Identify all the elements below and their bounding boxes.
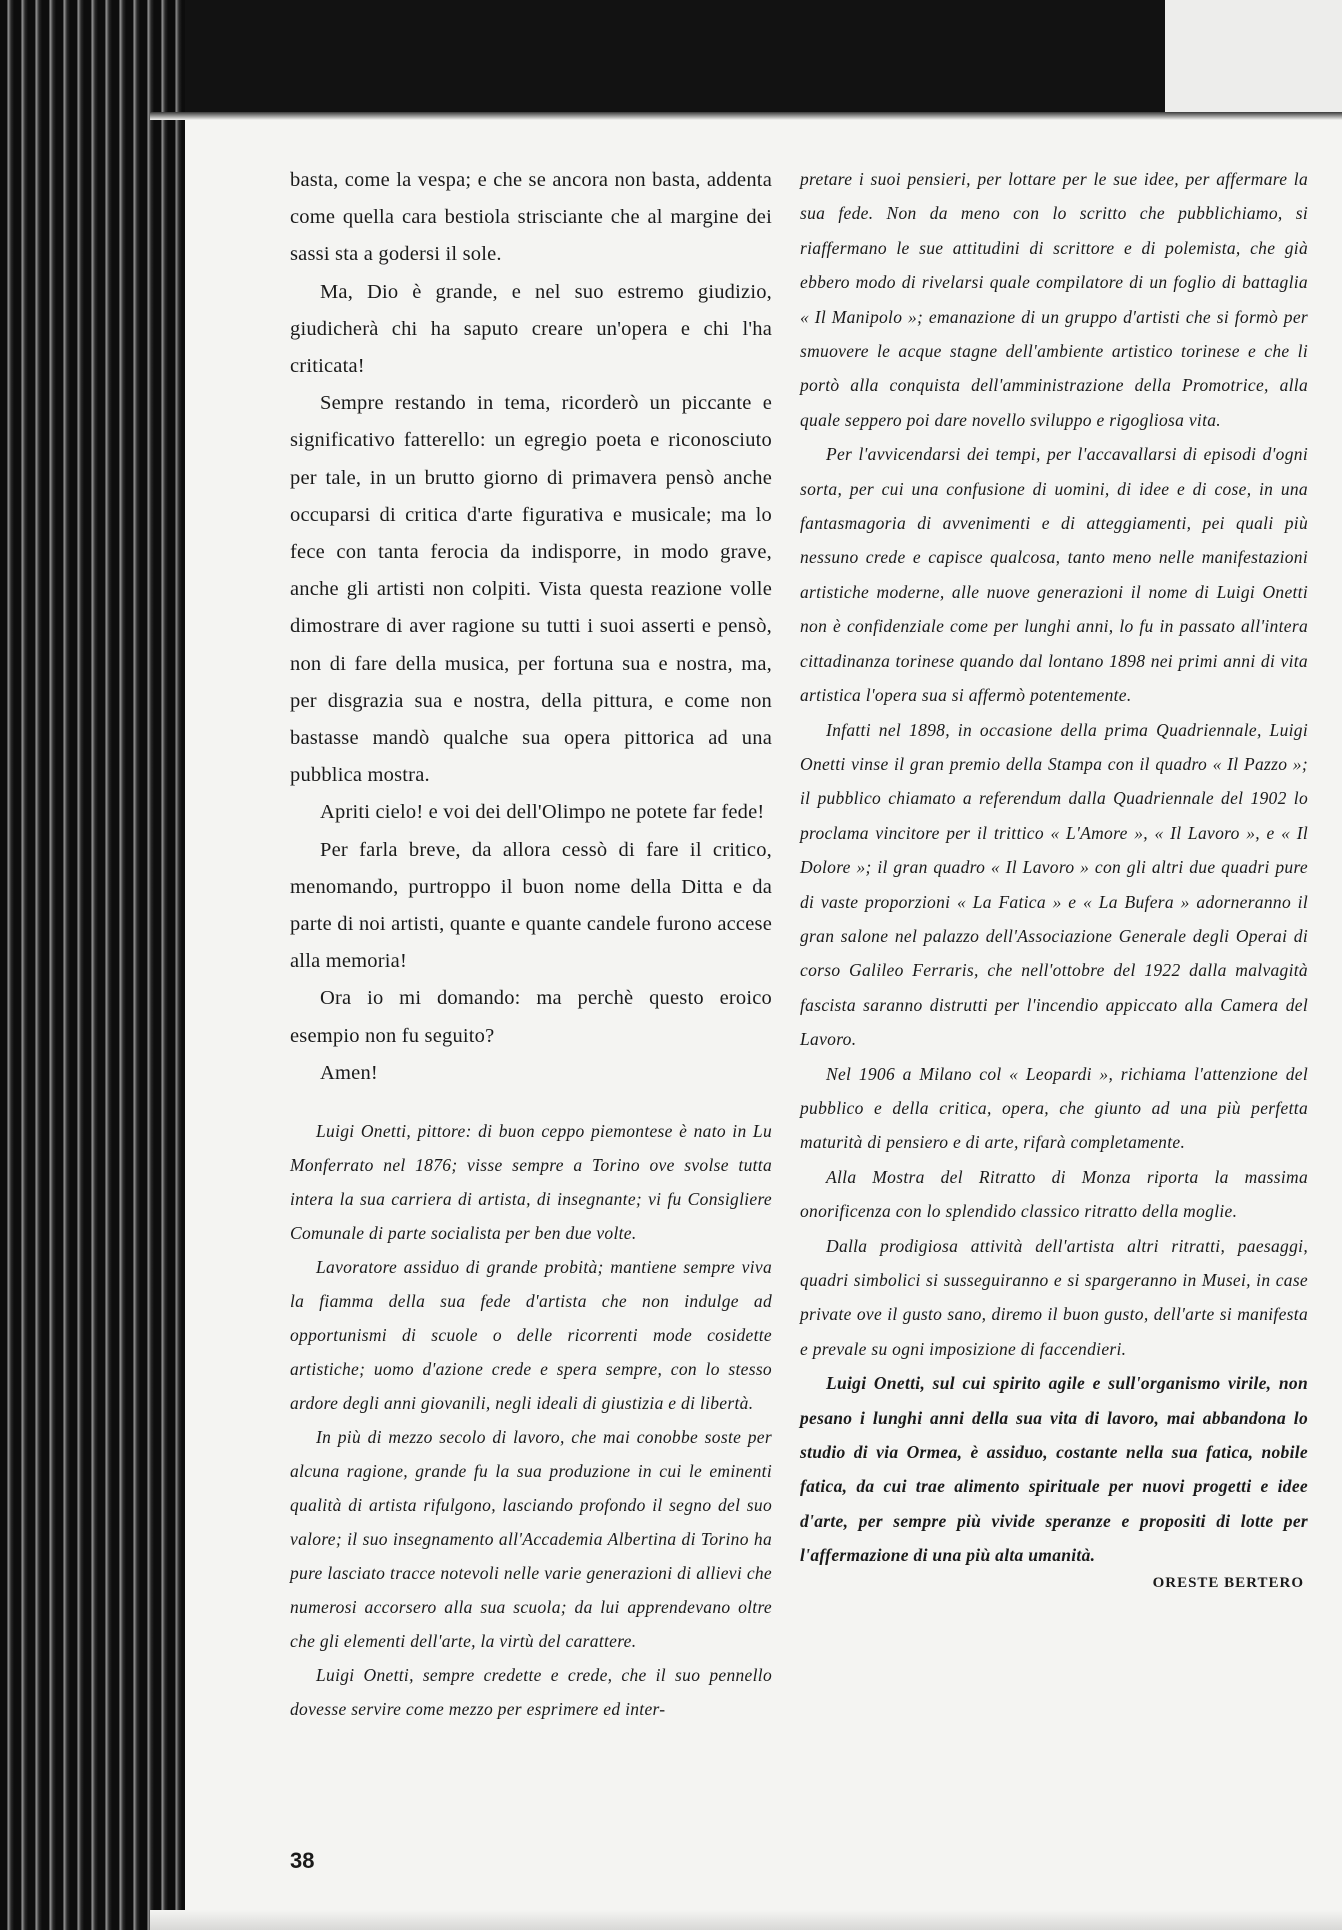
paragraph: Apriti cielo! e voi dei dell'Olimpo ne potete far fede! <box>320 801 765 824</box>
bio-text <box>290 1114 772 1726</box>
bio-paragraph: In più di mezzo secolo di lavoro, che mai conobbe soste per alcuna ragione, grande fu la sua produzione in cui le eminenti qualità di artista rifulgono, lasciando profondo il segno del suo valore; il suo insegnamento all'Accademia Albertina di Torino ha pure lasciato tracce notevoli nelle varie generazioni di allievi che numerosi accorsero alla sua scuola; da lui apprendevano oltre che gli elementi dell'arte, la virtù del carattere. <box>290 1427 772 1652</box>
bio-paragraph: Dalla prodigiosa attività dell'artista altri ritratti, paesaggi, quadri simbolici si susseguiranno e si spargeranno in Musei, in case private ove il gusto sano, diremo il buon gusto, dell'arte si manifesta e prevale su ogni imposizione di faccendieri. <box>800 1235 1308 1359</box>
paragraph: Per farla breve, da allora cessò di fare il critico, menomando, purtroppo il buon nome della Ditta e da parte di noi artisti, quante e quante candele furono accese alla memoria! <box>290 838 772 973</box>
scan-top-right-margin <box>1165 0 1342 122</box>
bio-paragraph: pretare i suoi pensieri, per lottare per le sue idee, per affermare la sua fede. Non da meno con lo scritto che pubblichiamo, si riaffermano le sue attitudini di scrittore e di polemista, che già ebbero modo di rivelarsi quale compilatore di un foglio di battaglia « Il Manipolo »; emanazione di un gruppo d'artisti che si formò per smuovere le acque stagne dell'ambiente artistico torinese e che li portò alla conquista dell'amministrazione della Promotrice, alla quale seppero poi dare novello sviluppo e rigogliosa vita. <box>800 169 1308 430</box>
bio-paragraph: Nel 1906 a Milano col « Leopardi », richiama l'attenzione del pubblico e della critica, opera, che giunto ad una più perfetta maturità di pensiero e di arte, rifarà completamente. <box>800 1063 1308 1153</box>
page-bottom-shadow <box>150 1910 1342 1930</box>
bio-paragraph: Infatti nel 1898, in occasione della prima Quadriennale, Luigi Onetti vinse il gran premio della Stampa con il quadro « Il Pazzo »; il pubblico chiamato a referendum dalla Quadriennale del 1902 lo proclama vincitore per il trittico « L'Amore », « Il Lavoro », e « Il Dolore »; il gran quadro « Il Lavoro » con gli altri due quadri pure di vaste proporzioni « La Fatica » e « La Bufera » adorneranno il gran salone nel palazzo dell'Associazione Generale degli Operai di corso Galileo Ferraris, che nell'ottobre del 1922 dalla malvagità fascista saranno distrutti per l'incendio appiccato alla Camera del Lavoro. <box>800 719 1308 1050</box>
paragraph: Sempre restando in tema, ricorderò un piccante e significativo fatterello: un egregio poeta e riconosciuto per tale, in un brutto giorno di primavera pensò anche occuparsi di critica d'arte figurativa e musicale; ma lo fece con tanta ferocia da indisporre, in modo grave, anche gli artisti non colpiti. Vista questa reazione volle dimostrare di aver ragione su tutti i suoi asserti e pensò, non di fare della musica, per fortuna sua e nostra, ma, per disgrazia sua e nostra, della pittura, e come non bastasse mandò qualche sua opera pittorica ad una pubblica mostra. <box>290 392 772 787</box>
paragraph: Ma, Dio è grande, e nel suo estremo giudizio, giudicherà chi ha saputo creare un'opera e chi l'ha criticata! <box>290 280 772 378</box>
book-page-edges <box>0 0 185 1930</box>
page-top-shadow <box>150 112 1342 120</box>
paragraph: Amen! <box>320 1061 378 1084</box>
bio-paragraph: Luigi Onetti, sempre credette e crede, che il suo pennello dovesse servire come mezzo per esprimere ed inter- <box>290 1665 772 1720</box>
bio-continuation <box>800 162 1308 1573</box>
paragraph: basta, come la vespa; e che se ancora non basta, addenta come quella cara bestiola strisciante che al margine dei sassi sta a godersi il sole. <box>290 169 772 266</box>
bio-paragraph: Luigi Onetti, sul cui spirito agile e sull'organismo virile, non pesano i lunghi anni della sua vita di lavoro, mai abbandona lo studio di via Ormea, è assiduo, costante nella sua fatica, nobile fatica, da cui trae alimento spirituale per nuovi progetti e idee d'arte, per sempre più vivide speranze e propositi di lotte per l'affermazione di una più alta umanità. <box>800 1373 1308 1566</box>
bio-paragraph: Alla Mostra del Ritratto di Monza riporta la massima onorificenza con lo splendido classico ritratto della moglie. <box>800 1166 1308 1222</box>
bio-paragraph: Per l'avvicendarsi dei tempi, per l'accavallarsi di episodi d'ogni sorta, per cui una confusione di uomini, di idee e di cose, in una fantasmagoria di avvenimenti e di atteggiamenti, pei quali più nessuno crede e capisce qualcosa, tanto meno nelle manifestazioni artistiche moderne, alle nuove generazioni il nome di Luigi Onetti non è confidenziale come per lunghi anni, lo fu in passato all'intera cittadinanza torinese quando dal lontano 1898 nei primi anni di vita artistica l'opera sua si affermò potentemente. <box>800 444 1308 706</box>
paragraph: Ora io mi domando: ma perchè questo eroico esempio non fu seguito? <box>290 987 772 1047</box>
left-column <box>290 162 772 1726</box>
author-signature: ORESTE BERTERO <box>1152 1574 1304 1591</box>
main-text <box>290 162 772 1092</box>
bio-paragraph: Luigi Onetti, pittore: di buon ceppo piemontese è nato in Lu Monferrato nel 1876; visse sempre a Torino ove svolse tutta intera la sua carriera di artista, di insegnante; vi fu Consigliere Comunale di parte socialista per ben due volte. <box>290 1121 772 1244</box>
bio-paragraph: Lavoratore assiduo di grande probità; mantiene sempre viva la fiamma della sua fede d'artista che non indulge ad opportunismi di scuole o delle ricorrenti mode cosidette artistiche; uomo d'azione crede e spera sempre, con lo stesso ardore degli anni giovanili, negli ideali di giustizia e di libertà. <box>290 1257 772 1414</box>
page-number: 38 <box>290 1848 315 1873</box>
right-column <box>800 162 1308 1592</box>
